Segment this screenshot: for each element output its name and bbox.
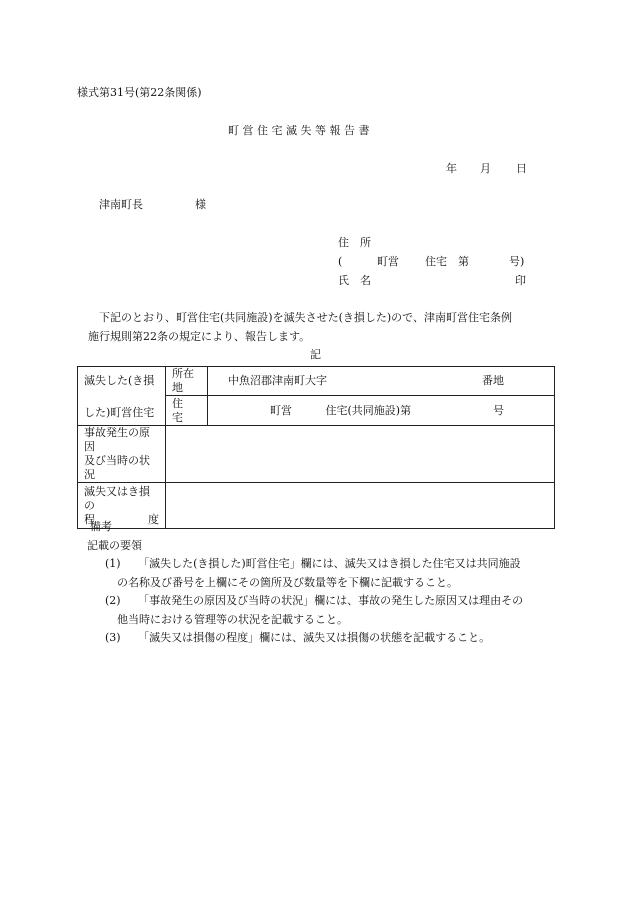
notes-section [87, 518, 557, 648]
cause-value-cell[interactable] [166, 426, 555, 483]
location-value: 中魚沼郡津南町大字 [228, 374, 327, 387]
degree-label-2b: 度 [148, 512, 159, 526]
reporter-address-label: 住 所 [338, 236, 371, 249]
residence-town: 町営 [270, 403, 292, 417]
note-item-2-num: (2) [105, 594, 121, 607]
addressee-name: 津南町長 [99, 198, 143, 211]
body-line-1: 下記のとおり、町営住宅(共同施設)を滅失させた(き損した)ので、津南町営住宅条例 [99, 311, 512, 324]
cause-label-1: 事故発生の原因 [84, 426, 150, 453]
note-item-3-line-1: 「滅失又は損傷の程度」欄には、滅失又は損傷の状態を記載すること。 [138, 631, 491, 644]
degree-label-2a: 程 [84, 512, 95, 526]
note-item-2 [87, 592, 557, 611]
notes-subheading: 記載の要領 [87, 538, 142, 552]
housing-label-2: した)町営住宅 [84, 406, 155, 419]
location-label: 所在地 [166, 367, 208, 396]
notes-heading: 備考 [90, 520, 112, 533]
note-item-2-line-1: 「事故発生の原因及び当時の状況」欄には、事故の発生した原因又は理由その [138, 594, 524, 607]
date-day: 日 [516, 162, 527, 175]
note-item-1-line-2: の名称及び番号を上欄にその箇所及び数量等を下欄に記載すること。 [117, 575, 458, 589]
note-item-2-line-2: 他当時における管理等の状況を記載すること。 [117, 612, 348, 626]
location-value-cell[interactable] [208, 367, 555, 396]
report-table [77, 366, 555, 529]
residence-number: 号 [493, 403, 504, 417]
body-line-2: 施行規則第22条の規定により、報告します。 [88, 330, 311, 343]
housing-label-cell [78, 367, 166, 426]
note-item-3-num: (3) [105, 631, 121, 644]
residence-housing: 住宅(共同施設)第 [325, 403, 412, 417]
residence-label: 住 宅 [166, 396, 208, 426]
reporter-name-label: 氏 名 [338, 274, 371, 287]
cause-label-2: 及び当時の状況 [84, 454, 150, 481]
note-item-1-line-1: 「滅失した(き損した)町営住宅」欄には、滅失又はき損した住宅又は共同施設 [138, 557, 521, 570]
reporter-town: 町営 [377, 255, 399, 268]
reporter-housing: 住宅 第 [425, 255, 469, 268]
reporter-seal: 印 [515, 274, 526, 287]
residence-value-cell[interactable] [208, 396, 555, 426]
addressee-honorific: 様 [195, 198, 206, 211]
note-item-3 [87, 629, 557, 648]
document-title: 町 営 住 宅 滅 失 等 報 告 書 [228, 124, 370, 137]
banchi-label: 番地 [482, 374, 504, 387]
housing-label-1: 滅失した(き損 [84, 374, 155, 387]
form-number: 様式第31号(第22条関係) [77, 86, 202, 99]
note-item-1-num: (1) [105, 557, 121, 570]
cause-label-cell [78, 426, 166, 483]
ki-label: 記 [310, 348, 321, 361]
note-item-1 [87, 555, 557, 574]
reporter-paren-open: ( [338, 255, 343, 268]
degree-label-1: 滅失又はき損の [84, 484, 150, 512]
date-year: 年 [446, 162, 457, 175]
date-month: 月 [480, 162, 491, 175]
reporter-number: 号) [509, 255, 525, 268]
